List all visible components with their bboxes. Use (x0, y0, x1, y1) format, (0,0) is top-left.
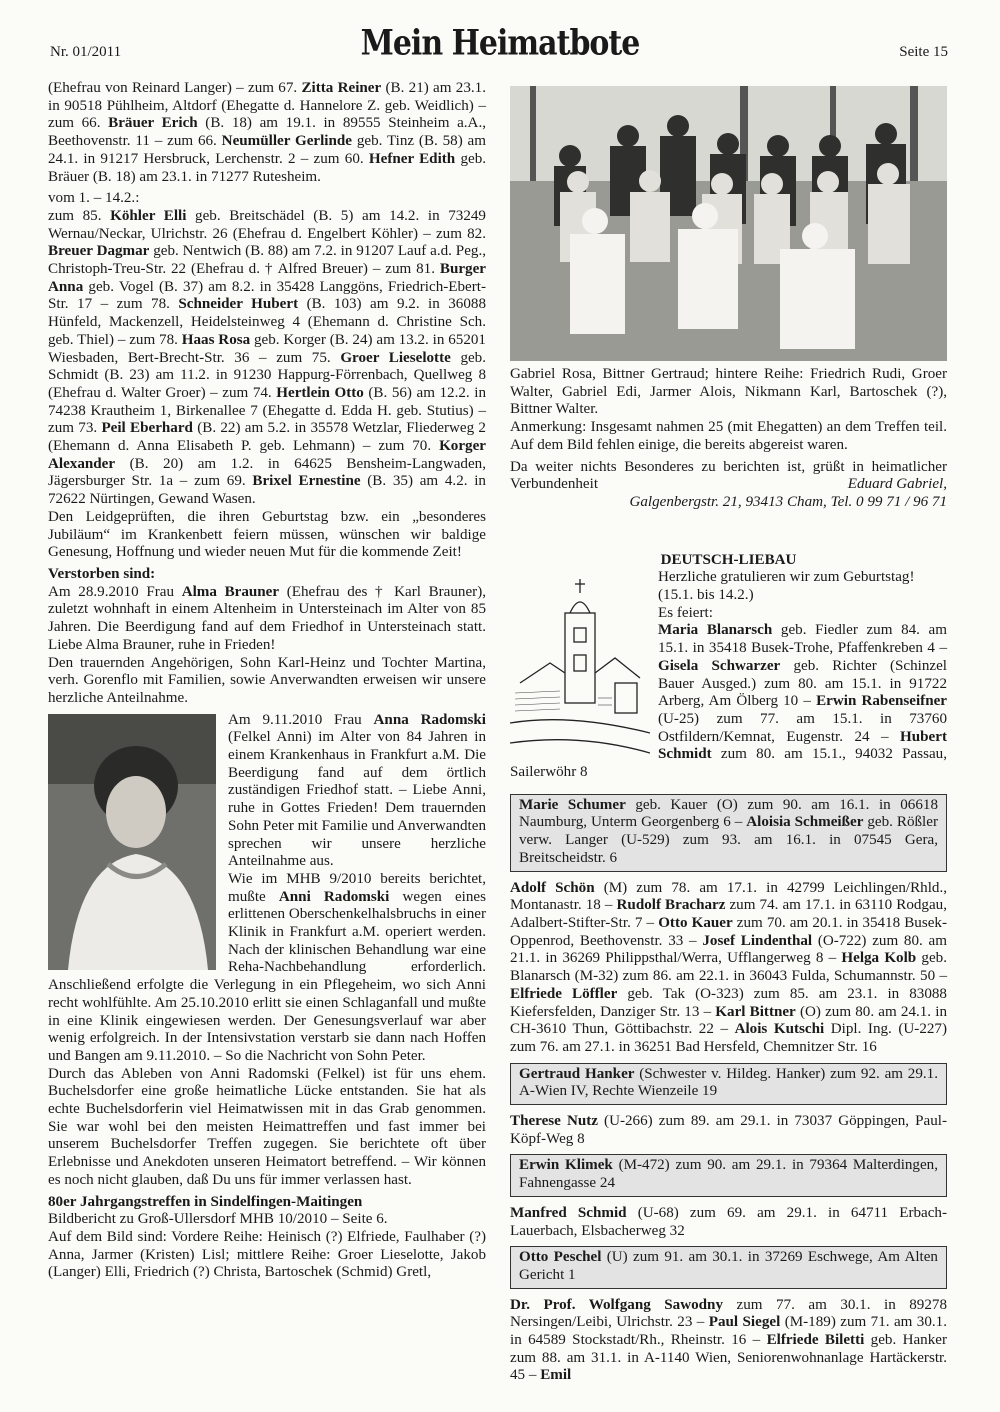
highlight-box-4: Otto Peschel (U) zum 91. am 30.1. in 37269 Eschwege, Am Alten Gericht 1 (510, 1246, 947, 1288)
portrait-photo (48, 714, 216, 970)
highlight-box-3: Erwin Klimek (M-472) zum 90. am 29.1. in 79364 Malterdingen, Fahnengasse 24 (510, 1154, 947, 1196)
photo-caption: Gabriel Rosa, Bittner Gertraud; hintere Reihe: Friedrich Rudi, Groer Walter, Gabriel Edi, Jarmer Alois, Nikmann Karl, Bartoschek (?), Bittner Walter. (510, 366, 947, 418)
deceased-heading: Verstorben sind: (48, 565, 156, 582)
highlight-box-1: Marie Schumer geb. Kauer (O) zum 90. am 16.1. in 06618 Naumburg, Unterm Georgenberg 6 – Aloisia Schmeißer geb. Rößler verw. Langer (U-529) zum 93. am 16.1. in 07545 Gera, Breitscheidstr. 6 (510, 794, 947, 872)
church-illustration (510, 573, 650, 758)
birthday-paragraph-2: zum 85. Köhler Elli geb. Breitschädel (B. 5) am 14.2. in 73249 Wernau/Neckar, Ulrichstr. 26 (Ehefrau d. Engelbert Köhler) – zum 82. Breuer Dagmar geb. Nentwich (B. 88) am 7.2. in 91207 Lauf a.d. Peg., Christoph-Treu-Str. 22 (Ehefrau d. † Alfred Breuer) – zum 81. Burger Anna geb. Vogel (B. 37) am 8.2. in 35428 Langgöns, Friedrich-Ebert-Str. 17 – zum 78. Schneider Hubert (B. 103) am 9.2. in 36088 Hünfeld, Mackenzell, Heidelsteinweg 4 (Ehemann d. Christine Sch. geb. Thiel) – zum 78. Haas Rosa geb. Korger (B. 24) am 13.2. in 65201 Wiesbaden, Bert-Brecht-Str. 36 – zum 75. Groer Lieselotte geb. Schmidt (B. 23) am 11.2. in 91230 Happurg-Förrenbach, Quellweg 8 (Ehefrau d. Walter Groer) – zum 74. Hertlein Otto (B. 56) am 12.2. in 74238 Krautheim 1, Birkenallee 7 (Ehegatte d. Edda H. geb. Stutius) – zum 73. Peil Eberhard (B. 22) am 5.2. in 35578 Wetzlar, Fliederweg 2 (Ehemann d. Anna Elisabeth P. geb. Lehmann) – zum 70. Korger Alexander (B. 20) am 1.2. in 64625 Bensheim-Langwaden, Jägersburger Str. 1a – zum 69. Brixel Ernestine (B. 35) am 4.2. in 72622 Nürtingen, Gewand Wasen. (48, 207, 487, 508)
group-photo (510, 86, 947, 361)
left-column (48, 80, 486, 1282)
celebrants-list-2: Adolf Schön (M) zum 78. am 17.1. in 42799 Leichlingen/Rhld., Montanastr. 18 – Rudolf Bracharz zum 74. am 17.1. in 63110 Rodgau, Adalbert-Stifter-Str. 7 – Otto Kauer zum 70. am 20.1. in 35418 Busek-Oppenrod, Beethovenstr. 33 – Josef Lindenthal (O-722) zum 80. am 21.1. in 36269 Philippsthal/Werra, Ufflangerweg 8 – Helga Kolb geb. Blanarsch (M-32) zum 86. am 22.1. in 36043 Fulda, Schumannstr. 50 – Elfriede Löffler geb. Tak (O-323) zum 85. am 23.1. in 83088 Kiefersfelden, Danziger Str. 13 – Karl Bittner (O) zum 80. am 24.1. in CH-3610 Thun, Göttibachstr. 22 – Alois Kutschi Dipl. Ing. (U-227) zum 76. am 27.1. in 36251 Bad Hersfeld, Chemnitzer Str. 16 (510, 879, 948, 1055)
portrait-photo-image (48, 714, 216, 970)
reunion-names: Auf dem Bild sind: Vordere Reihe: Heinisch (?) Elfriede, Faulhaber (?) Anna, Jarmer (Kristen) Lisl; mittlere Reihe: Groer Lieselotte, Jakob (Langer) Elli, Friedrich (?) Christa, Bartoschek (Schmid) Gretl, (48, 1229, 486, 1281)
celebrants-intro: Es feiert: (658, 604, 713, 621)
signature-name: Eduard Gabriel, (847, 476, 947, 493)
group-photo-image (510, 86, 947, 361)
masthead-logo: Mein Heimatbote (360, 23, 640, 64)
condolences-brauner: Den trauernden Angehörigen, Sohn Karl-Heinz und Tochter Martina, verh. Gorenflo mit Familien, sowie Anverwandten erweisen wir unsere herzliche Anteilnahme. (48, 654, 486, 706)
celebrants-list-1: Maria Blanarsch geb. Fiedler zum 84. am 15.1. in 35418 Busek-Trohe, Pfaffenkreben 4 – Gisela Schwarzer geb. Richter (Schinzel Bauer Ausged.) zum 80. am 15.1. in 91722 Arberg, Am Ölberg 10 – Erwin Rabenseifner (U-25) zum 77. am 15.1. in 73760 Ostfildern/Kemnat, Eugenstr. 24 – Hubert Schmidt zum 80. am 15.1., 94032 Passau, Sailerwöhr 8 (510, 622, 948, 781)
issue-number: Nr. 01/2011 (50, 44, 122, 60)
congrats-line: Herzliche gratulieren wir zum Geburtstag! (658, 569, 915, 586)
wishes-paragraph: Den Leidgeprüften, die ihren Geburtstag bzw. ein „besonderes Jubiläum“ im Krankenbett feiern müssen, wünschen wir baldige Genesung, Hoffnung und wieder neuen Mut für die kommende Zeit! (48, 508, 486, 561)
highlight-box-2: Gertraud Hanker (Schwester v. Hildeg. Hanker) zum 92. am 29.1. A-Wien IV, Rechte Wienzeile 19 (510, 1063, 947, 1105)
congrats-period: (15.1. bis 14.2.) (658, 587, 754, 604)
signature-address: Galgenbergstr. 21, 93413 Cham, Tel. 0 99 71 / 96 71 (629, 493, 947, 510)
memorial-paragraph: Durch das Ableben von Anni Radomski (Felkel) ist für uns ehem. Buchelsdorfer eine große heimatliche Lücke entstanden. Sie hat als echte Buchelsdorferin viel Heimatwissen mit in das Grab genommen. Sie war wohl bei den meisten Heimattreffen und fast immer bei unserem Buchelsdorfer Treffen zugegen. Sie berichtete oft über Erlebnisse und Anekdoten unseren Heimatort betreffend. – Wir können es noch nicht glauben, daß Du uns für immer verlassen hast. (48, 1065, 486, 1188)
section-heading-deutsch-liebau: DEUTSCH-LIEBAU (660, 551, 797, 568)
right-column (510, 86, 947, 1385)
reunion-reference: Bildbericht zu Groß-Ullersdorf MHB 10/2010 – Seite 6. (48, 1211, 388, 1228)
obituary-brauner: Am 28.9.2010 Frau Alma Brauner (Ehefrau des † Karl Brauner), zuletzt wohnhaft in einem Altenheim in Untersteinach im Alter von 85 Jahren. Die Beerdigung fand auf dem Friedhof in Untersteinach statt. Liebe Alma Brauner, ruhe in Frieden! (48, 583, 486, 653)
celebrant-nutz: Therese Nutz (U-266) zum 89. am 29.1. in 73037 Göppingen, Paul-Köpf-Weg 8 (510, 1113, 947, 1147)
birthday-paragraph-1: (Ehefrau von Reinard Langer) – zum 67. Zitta Reiner (B. 21) am 23.1. in 90518 Pühlheim, Altdorf (Ehegatte d. Hannelore Z. geb. Weidlich) – zum 66. Bräuer Erich (B. 18) am 19.1. in 89555 Steinheim a.A., Beethovenstr. 11 – zum 66. Neumüller Gerlinde geb. Tinz (B. 58) am 24.1. in 91217 Hersbruck, Lerchenstr. 2 – zum 60. Hefner Edith geb. Bräuer (B. 18) am 23.1. in 71277 Rutesheim. (48, 80, 487, 185)
obituary-radomski: Am 9.11.2010 Frau Anna Radomski (Felkel Anni) im Alter von 84 Jahren in einem Krankenhaus in Frankfurt a.M. Die Beerdigung fand auf dem örtlich zuständigen Friedhof statt. – Liebe Anni, ruhe in Gottes Frieden! Dem trauernden Sohn Peter mit Familie und Anverwandten sprechen wir unsere herzliche Anteilnahme aus. (228, 711, 486, 870)
celebrants-list-3: Dr. Prof. Wolfgang Sawodny zum 77. am 30.1. in 89278 Nersingen/Leibi, Ulrichstr. 23 – Paul Siegel (M-189) zum 71. am 30.1. in 64589 Stockstadt/Rh., Rheinstr. 16 – Elfriede Biletti geb. Hanker zum 88. am 31.1. in A-1140 Wien, Seniorenwohnanlage Hartäckerstr. 45 – Emil (510, 1296, 947, 1384)
closing-greeting: Da weiter nichts Besonderes zu berichten ist, grüßt in heimatlicher Verbundenheit (510, 458, 947, 493)
date-range: vom 1. – 14.2.: (48, 190, 140, 207)
report-radomski: Wie im MHB 9/2010 bereits berichtet, mußte Anni Radomski wegen eines erlittenen Oberschenkelhalsbruchs in einer Klinik in Frankfurt a.M. operiert werden. Nach der klinischen Behandlung war eine Reha-Nachbehandlung erforderlich. Anschließend erfolgte die Verlegung in ein Pflegeheim, wo sich Anni recht wohlfühlte. Am 25.10.2010 erlitt sie einen Schlaganfall und mußte in eine Klinik eingewiesen werden. Der Genesungsverlauf war aber wenig erfolgreich. In der Intensivstation verstarb sie dann nach Hoffen und Bangen am 9.11.2010. – So die Nachricht von Sohn Peter. (48, 870, 486, 1064)
reunion-heading: 80er Jahrgangstreffen in Sindelfingen-Maitingen (48, 1193, 363, 1210)
note-paragraph: Anmerkung: Insgesamt nahmen 25 (mit Ehegatten) an dem Treffen teil. Auf dem Bild fehlen einige, die bereits abgereist waren. (510, 419, 947, 453)
page-number: Seite 15 (899, 44, 948, 60)
celebrant-schmid: Manfred Schmid (U-68) zum 69. am 29.1. in 64711 Erbach-Lauerbach, Elsbacherweg 32 (510, 1204, 947, 1239)
